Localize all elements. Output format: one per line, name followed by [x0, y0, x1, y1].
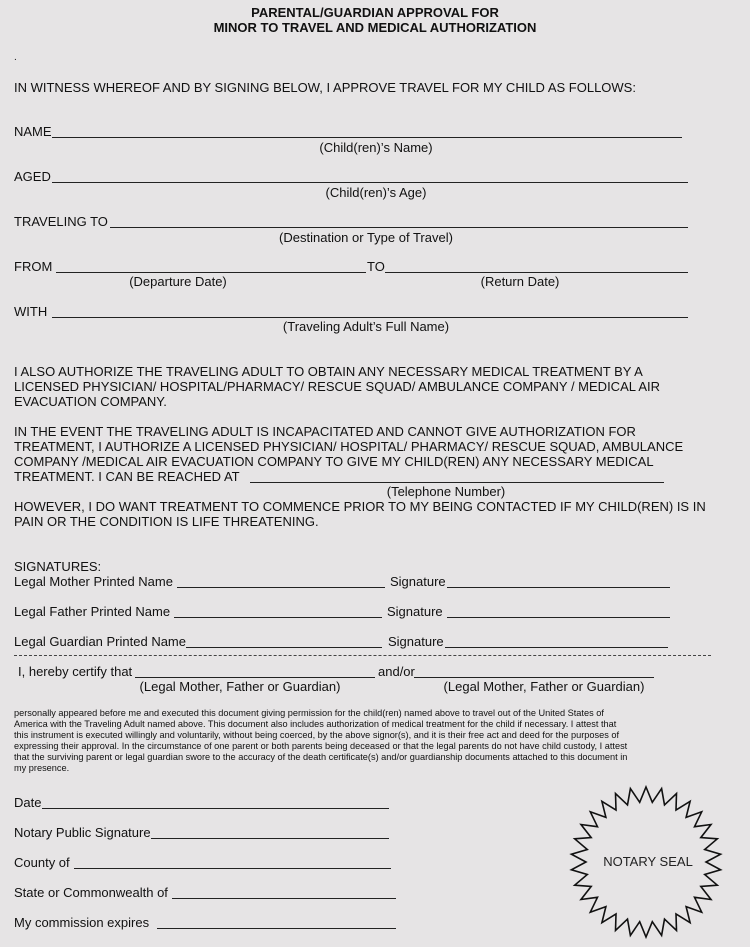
title-line-1: PARENTAL/GUARDIAN APPROVAL FOR: [251, 5, 499, 20]
dashed-divider: [14, 655, 711, 656]
with-caption: (Traveling Adult’s Full Name): [282, 319, 450, 334]
state-field[interactable]: [172, 898, 396, 899]
notary-signature-label: Notary Public Signature: [14, 825, 151, 840]
notary-text-line3: this instrument is executed willingly and voluntarily, without being coerced, by the above signor(s), and it is their free act and deed for the purposes of: [14, 730, 620, 740]
auth-para2-line4: TREATMENT. I CAN BE REACHED AT: [14, 469, 240, 484]
guardian-signature-label: Signature: [388, 634, 444, 649]
guardian-name-label: Legal Guardian Printed Name: [14, 634, 186, 649]
name-label: NAME: [14, 124, 52, 139]
traveling-label: TRAVELING TO: [14, 214, 108, 229]
auth-para3-line1: HOWEVER, I DO WANT TREATMENT TO COMMENCE PRIOR TO MY BEING CONTACTED IF MY CHILD(REN) IS IN: [14, 499, 706, 514]
date-field[interactable]: [42, 808, 389, 809]
auth-para1-line3: EVACUATION COMPANY.: [14, 394, 167, 409]
stray-dot: .: [14, 52, 17, 63]
certify-prefix: I, hereby certify that: [18, 664, 133, 679]
notary-seal: [566, 785, 726, 941]
aged-label: AGED: [14, 169, 51, 184]
name-field[interactable]: [52, 137, 682, 138]
father-signature-field[interactable]: [447, 617, 670, 618]
auth-para2-line3: COMPANY /MEDICAL AIR EVACUATION COMPANY TO GIVE MY CHILD(REN) ANY NECESSARY MEDICAL: [14, 454, 654, 469]
aged-caption: (Child(ren)’s Age): [325, 185, 427, 200]
state-label: State or Commonwealth of: [14, 885, 168, 900]
mother-name-field[interactable]: [177, 587, 385, 588]
auth-para1-line1: I ALSO AUTHORIZE THE TRAVELING ADULT TO OBTAIN ANY NECESSARY MEDICAL TREATMENT BY A: [14, 364, 643, 379]
certify-field-2[interactable]: [414, 677, 654, 678]
notary-signature-field[interactable]: [151, 838, 389, 839]
mother-signature-label: Signature: [390, 574, 446, 589]
commission-label: My commission expires: [14, 915, 150, 930]
phone-caption: (Telephone Number): [386, 484, 506, 499]
signatures-heading: SIGNATURES:: [14, 559, 102, 574]
notary-text-line6: my presence.: [14, 763, 70, 773]
certify-andor: and/or: [378, 664, 415, 679]
notary-text-line4: expressing their approval. In the circumstance of one parent or both parents being deceased or that the legal parents do not have child custody, I attest: [14, 741, 628, 751]
from-field[interactable]: [56, 272, 366, 273]
departure-caption: (Departure Date): [129, 274, 227, 289]
with-label: WITH: [14, 304, 48, 319]
certify-caption-2: (Legal Mother, Father or Guardian): [443, 679, 645, 694]
mother-signature-field[interactable]: [447, 587, 670, 588]
intro-text: IN WITNESS WHEREOF AND BY SIGNING BELOW, I APPROVE TRAVEL FOR MY CHILD AS FOLLOWS:: [14, 80, 636, 95]
date-label: Date: [14, 795, 42, 810]
notary-text-line5: that the surviving parent or legal guardian swore to the accuracy of the death certificate(s) and/or guardianship documents attached to this document in: [14, 752, 628, 762]
aged-field[interactable]: [52, 182, 688, 183]
father-name-field[interactable]: [174, 617, 382, 618]
auth-para3-line2: PAIN OR THE CONDITION IS LIFE THREATENING.: [14, 514, 319, 529]
county-label: County of: [14, 855, 70, 870]
father-signature-label: Signature: [387, 604, 443, 619]
from-label: FROM: [14, 259, 53, 274]
to-label: TO: [367, 259, 385, 274]
auth-para2-line1: IN THE EVENT THE TRAVELING ADULT IS INCAPACITATED AND CANNOT GIVE AUTHORIZATION FOR: [14, 424, 636, 439]
phone-field[interactable]: [250, 482, 664, 483]
seal-label: NOTARY SEAL: [603, 854, 693, 869]
father-name-label: Legal Father Printed Name: [14, 604, 171, 619]
mother-name-label: Legal Mother Printed Name: [14, 574, 173, 589]
guardian-name-field[interactable]: [186, 647, 382, 648]
return-caption: (Return Date): [480, 274, 560, 289]
commission-field[interactable]: [157, 928, 396, 929]
auth-para1-line2: LICENSED PHYSICIAN/ HOSPITAL/PHARMACY/ RESCUE SQUAD/ AMBULANCE COMPANY / MEDICAL AIR: [14, 379, 661, 394]
notary-text-line1: personally appeared before me and executed this document giving permission for the child(ren) named above to travel out of the United States of: [14, 708, 604, 718]
traveling-field[interactable]: [110, 227, 688, 228]
name-caption: (Child(ren)’s Name): [319, 140, 433, 155]
certify-caption-1: (Legal Mother, Father or Guardian): [139, 679, 341, 694]
title-line-2: MINOR TO TRAVEL AND MEDICAL AUTHORIZATION: [213, 20, 537, 35]
notary-text-line2: America with the Traveling Adult named above. This document also includes authorization of medical treatment for the child if necessary. I attest that: [14, 719, 617, 729]
county-field[interactable]: [74, 868, 391, 869]
with-field[interactable]: [52, 317, 688, 318]
certify-field-1[interactable]: [135, 677, 375, 678]
auth-para2-line2: TREATMENT, I AUTHORIZE A LICENSED PHYSICIAN/ HOSPITAL/ PHARMACY/ RESCUE SQUAD, AMBULANCE: [14, 439, 684, 454]
guardian-signature-field[interactable]: [445, 647, 668, 648]
to-field[interactable]: [385, 272, 688, 273]
traveling-caption: (Destination or Type of Travel): [279, 230, 453, 245]
